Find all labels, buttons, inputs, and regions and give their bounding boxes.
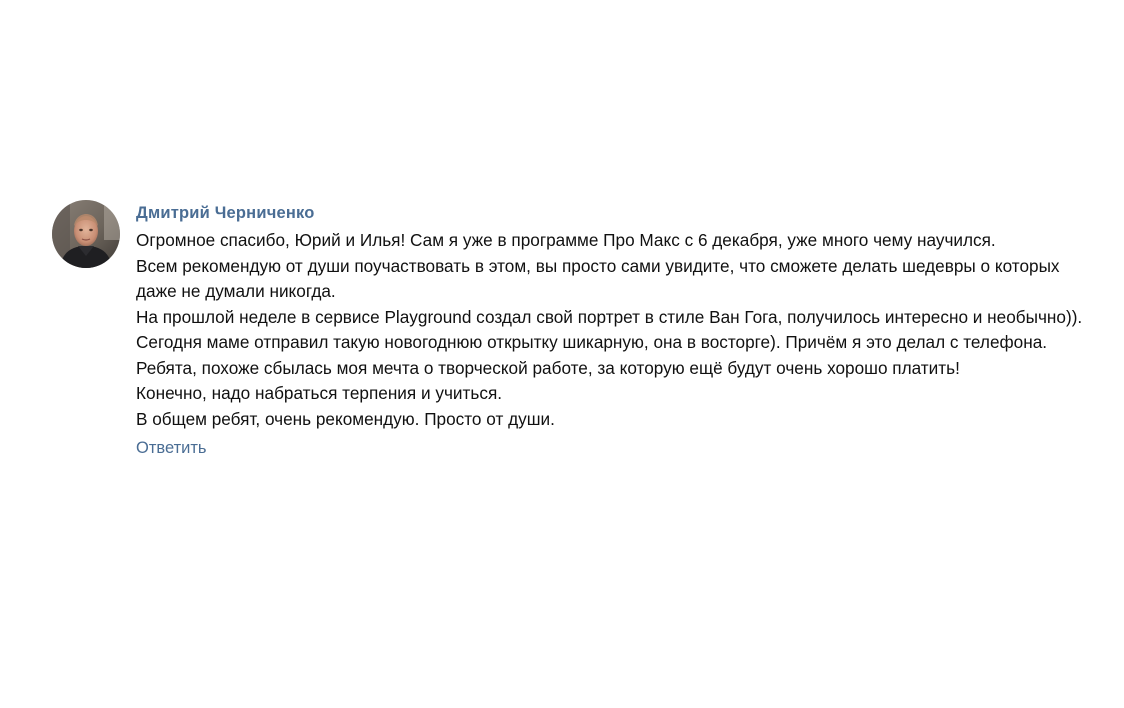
comment-paragraph: Огромное спасибо, Юрий и Илья! Сам я уже в программе Про Макс с 6 декабря, уже много чему научился. — [136, 230, 996, 250]
comment-paragraph: В общем ребят, очень рекомендую. Просто от души. — [136, 408, 555, 429]
comment-text — [136, 228, 1092, 432]
comment-paragraph: На прошлой неделе в сервисе Playground создал свой портрет в стиле Ван Гога, получилось интересно и необычно)). — [136, 306, 1083, 327]
comment-paragraph: Всем рекомендую от души поучаствовать в этом, вы просто сами увидите, что сможете делать шедевры о которых даже не думали никогда. — [136, 255, 1060, 301]
avatar-photo — [52, 200, 120, 268]
comment-paragraph: Сегодня маме отправил такую новогоднюю открытку шикарную, она в восторге). Причём я это делал с телефона. — [136, 332, 1048, 352]
author-name[interactable]: Дмитрий Черниченко — [136, 204, 315, 222]
avatar[interactable] — [52, 200, 120, 268]
comment — [52, 200, 1092, 459]
reply-link[interactable]: Ответить — [136, 439, 207, 457]
comment-content — [136, 200, 1092, 459]
comment-paragraph: Конечно, надо набраться терпения и учиться. — [136, 383, 503, 403]
comment-paragraph: Ребята, похоже сбылась моя мечта о творческой работе, за которую ещё будут очень хорошо платить! — [136, 357, 960, 378]
